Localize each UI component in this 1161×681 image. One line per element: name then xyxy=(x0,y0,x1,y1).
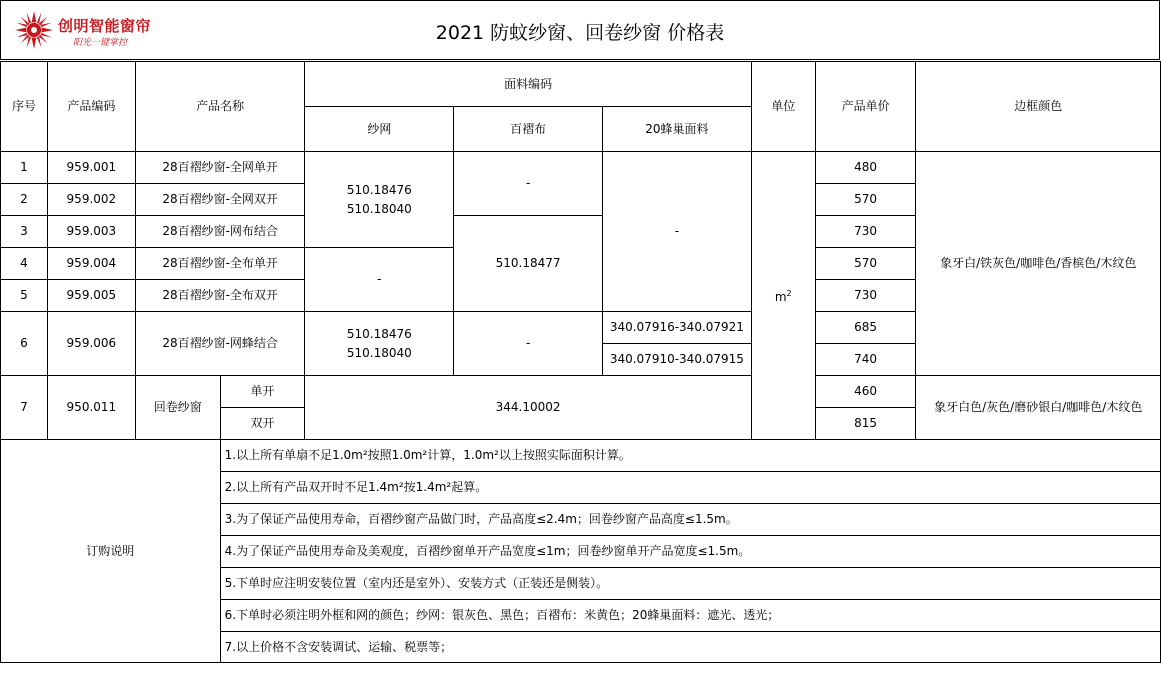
header-mesh: 纱网 xyxy=(305,107,454,152)
row-seq: 2 xyxy=(1,184,48,216)
mesh-code-line2: 510.18040 xyxy=(346,345,412,360)
row-name: 28百褶纱窗-全布双开 xyxy=(135,280,305,312)
brand-name: 创明智能窗帘 xyxy=(58,17,152,35)
row-price: 570 xyxy=(815,248,916,280)
note-item: 5.下单时应注明安装位置（室内还是室外）、安装方式（正装还是侧装）。 xyxy=(220,568,1160,600)
header-unit: 单位 xyxy=(751,62,815,152)
honeycomb-code-cell: 340.07910-340.07915 xyxy=(603,344,752,376)
mesh-code-line1: 510.18476 xyxy=(346,326,412,341)
header-code: 产品编码 xyxy=(47,62,135,152)
unit-exponent: 2 xyxy=(786,289,792,298)
unit-cell xyxy=(751,152,815,440)
price-table xyxy=(0,61,1161,663)
row-price: 815 xyxy=(815,408,916,440)
row-name: 28百褶纱窗-网蜂结合 xyxy=(135,312,305,376)
row-code: 959.005 xyxy=(47,280,135,312)
pleat-code-cell: - xyxy=(454,152,603,216)
notes-row xyxy=(1,440,1161,472)
row-price: 685 xyxy=(815,312,916,344)
row-seq: 1 xyxy=(1,152,48,184)
unit-base: m xyxy=(774,290,787,304)
row-variant: 双开 xyxy=(220,408,305,440)
mesh-code-cell: - xyxy=(305,248,454,312)
row-seq: 6 xyxy=(1,312,48,376)
header-name: 产品名称 xyxy=(135,62,305,152)
note-item: 4.为了保证产品使用寿命及美观度，百褶纱窗单开产品宽度≤1m；回卷纱窗单开产品宽度≤1.5m。 xyxy=(220,536,1160,568)
table-row xyxy=(1,152,1161,184)
row-code: 950.011 xyxy=(47,376,135,440)
note-item: 6.下单时必须注明外框和网的颜色；纱网：银灰色、黑色；百褶布：米黄色；20蜂巢面料：遮光、透光； xyxy=(220,600,1160,632)
row-price: 460 xyxy=(815,376,916,408)
note-item: 2.以上所有产品双开时不足1.4m²按1.4m²起算。 xyxy=(220,472,1160,504)
note-item: 1.以上所有单扇不足1.0m²按照1.0m²计算，1.0m²以上按照实际面积计算。 xyxy=(220,440,1160,472)
row-seq: 5 xyxy=(1,280,48,312)
row-name: 回卷纱窗 xyxy=(135,376,220,440)
brand-slogan: 阳光一键掌控 xyxy=(73,38,128,48)
row-name: 28百褶纱窗-全网单开 xyxy=(135,152,305,184)
row-price: 730 xyxy=(815,280,916,312)
row-name: 28百褶纱窗-全网双开 xyxy=(135,184,305,216)
row-price: 570 xyxy=(815,184,916,216)
header-frame-color: 边框颜色 xyxy=(916,62,1161,152)
mesh-code-line2: 510.18040 xyxy=(346,201,412,216)
honeycomb-code-cell: 340.07916-340.07921 xyxy=(603,312,752,344)
frame-color-cell: 象牙白色/灰色/磨砂银白/咖啡色/木纹色 xyxy=(916,376,1161,440)
row-price: 740 xyxy=(815,344,916,376)
mesh-code-cell xyxy=(305,312,454,376)
row-variant: 单开 xyxy=(220,376,305,408)
row-code: 959.006 xyxy=(47,312,135,376)
frame-color-cell: 象牙白/铁灰色/咖啡色/香槟色/木纹色 xyxy=(916,152,1161,376)
row-name: 28百褶纱窗-全布单开 xyxy=(135,248,305,280)
notes-label: 订购说明 xyxy=(1,440,221,663)
mesh-code-cell xyxy=(305,152,454,248)
page-title: 2021 防蚊纱窗、回卷纱窗 价格表 xyxy=(435,22,725,44)
header-fabric-group: 面料编码 xyxy=(305,62,751,107)
row-price: 730 xyxy=(815,216,916,248)
header-honeycomb: 20蜂巢面料 xyxy=(603,107,752,152)
row-seq: 7 xyxy=(1,376,48,440)
row-code: 959.003 xyxy=(47,216,135,248)
pleat-code-cell: - xyxy=(454,312,603,376)
row-name: 28百褶纱窗-网布结合 xyxy=(135,216,305,248)
header-seq: 序号 xyxy=(1,62,48,152)
header-price: 产品单价 xyxy=(815,62,916,152)
row-code: 959.001 xyxy=(47,152,135,184)
pleat-code-cell: 510.18477 xyxy=(454,216,603,312)
mesh-code-line1: 510.18476 xyxy=(346,182,412,197)
row-seq: 3 xyxy=(1,216,48,248)
note-item: 3.为了保证产品使用寿命，百褶纱窗产品做门时，产品高度≤2.4m；回卷纱窗产品高度≤1.5m。 xyxy=(220,504,1160,536)
header-pleat-cloth: 百褶布 xyxy=(454,107,603,152)
row-price: 480 xyxy=(815,152,916,184)
row-code: 959.004 xyxy=(47,248,135,280)
note-item: 7.以上价格不含安装调试、运输、税票等； xyxy=(220,632,1160,663)
row-seq: 4 xyxy=(1,248,48,280)
fabric-code-cell: 344.10002 xyxy=(305,376,751,440)
table-row xyxy=(1,376,1161,408)
sheet-header xyxy=(0,0,1160,60)
honeycomb-code-cell: - xyxy=(603,152,752,312)
row-code: 959.002 xyxy=(47,184,135,216)
